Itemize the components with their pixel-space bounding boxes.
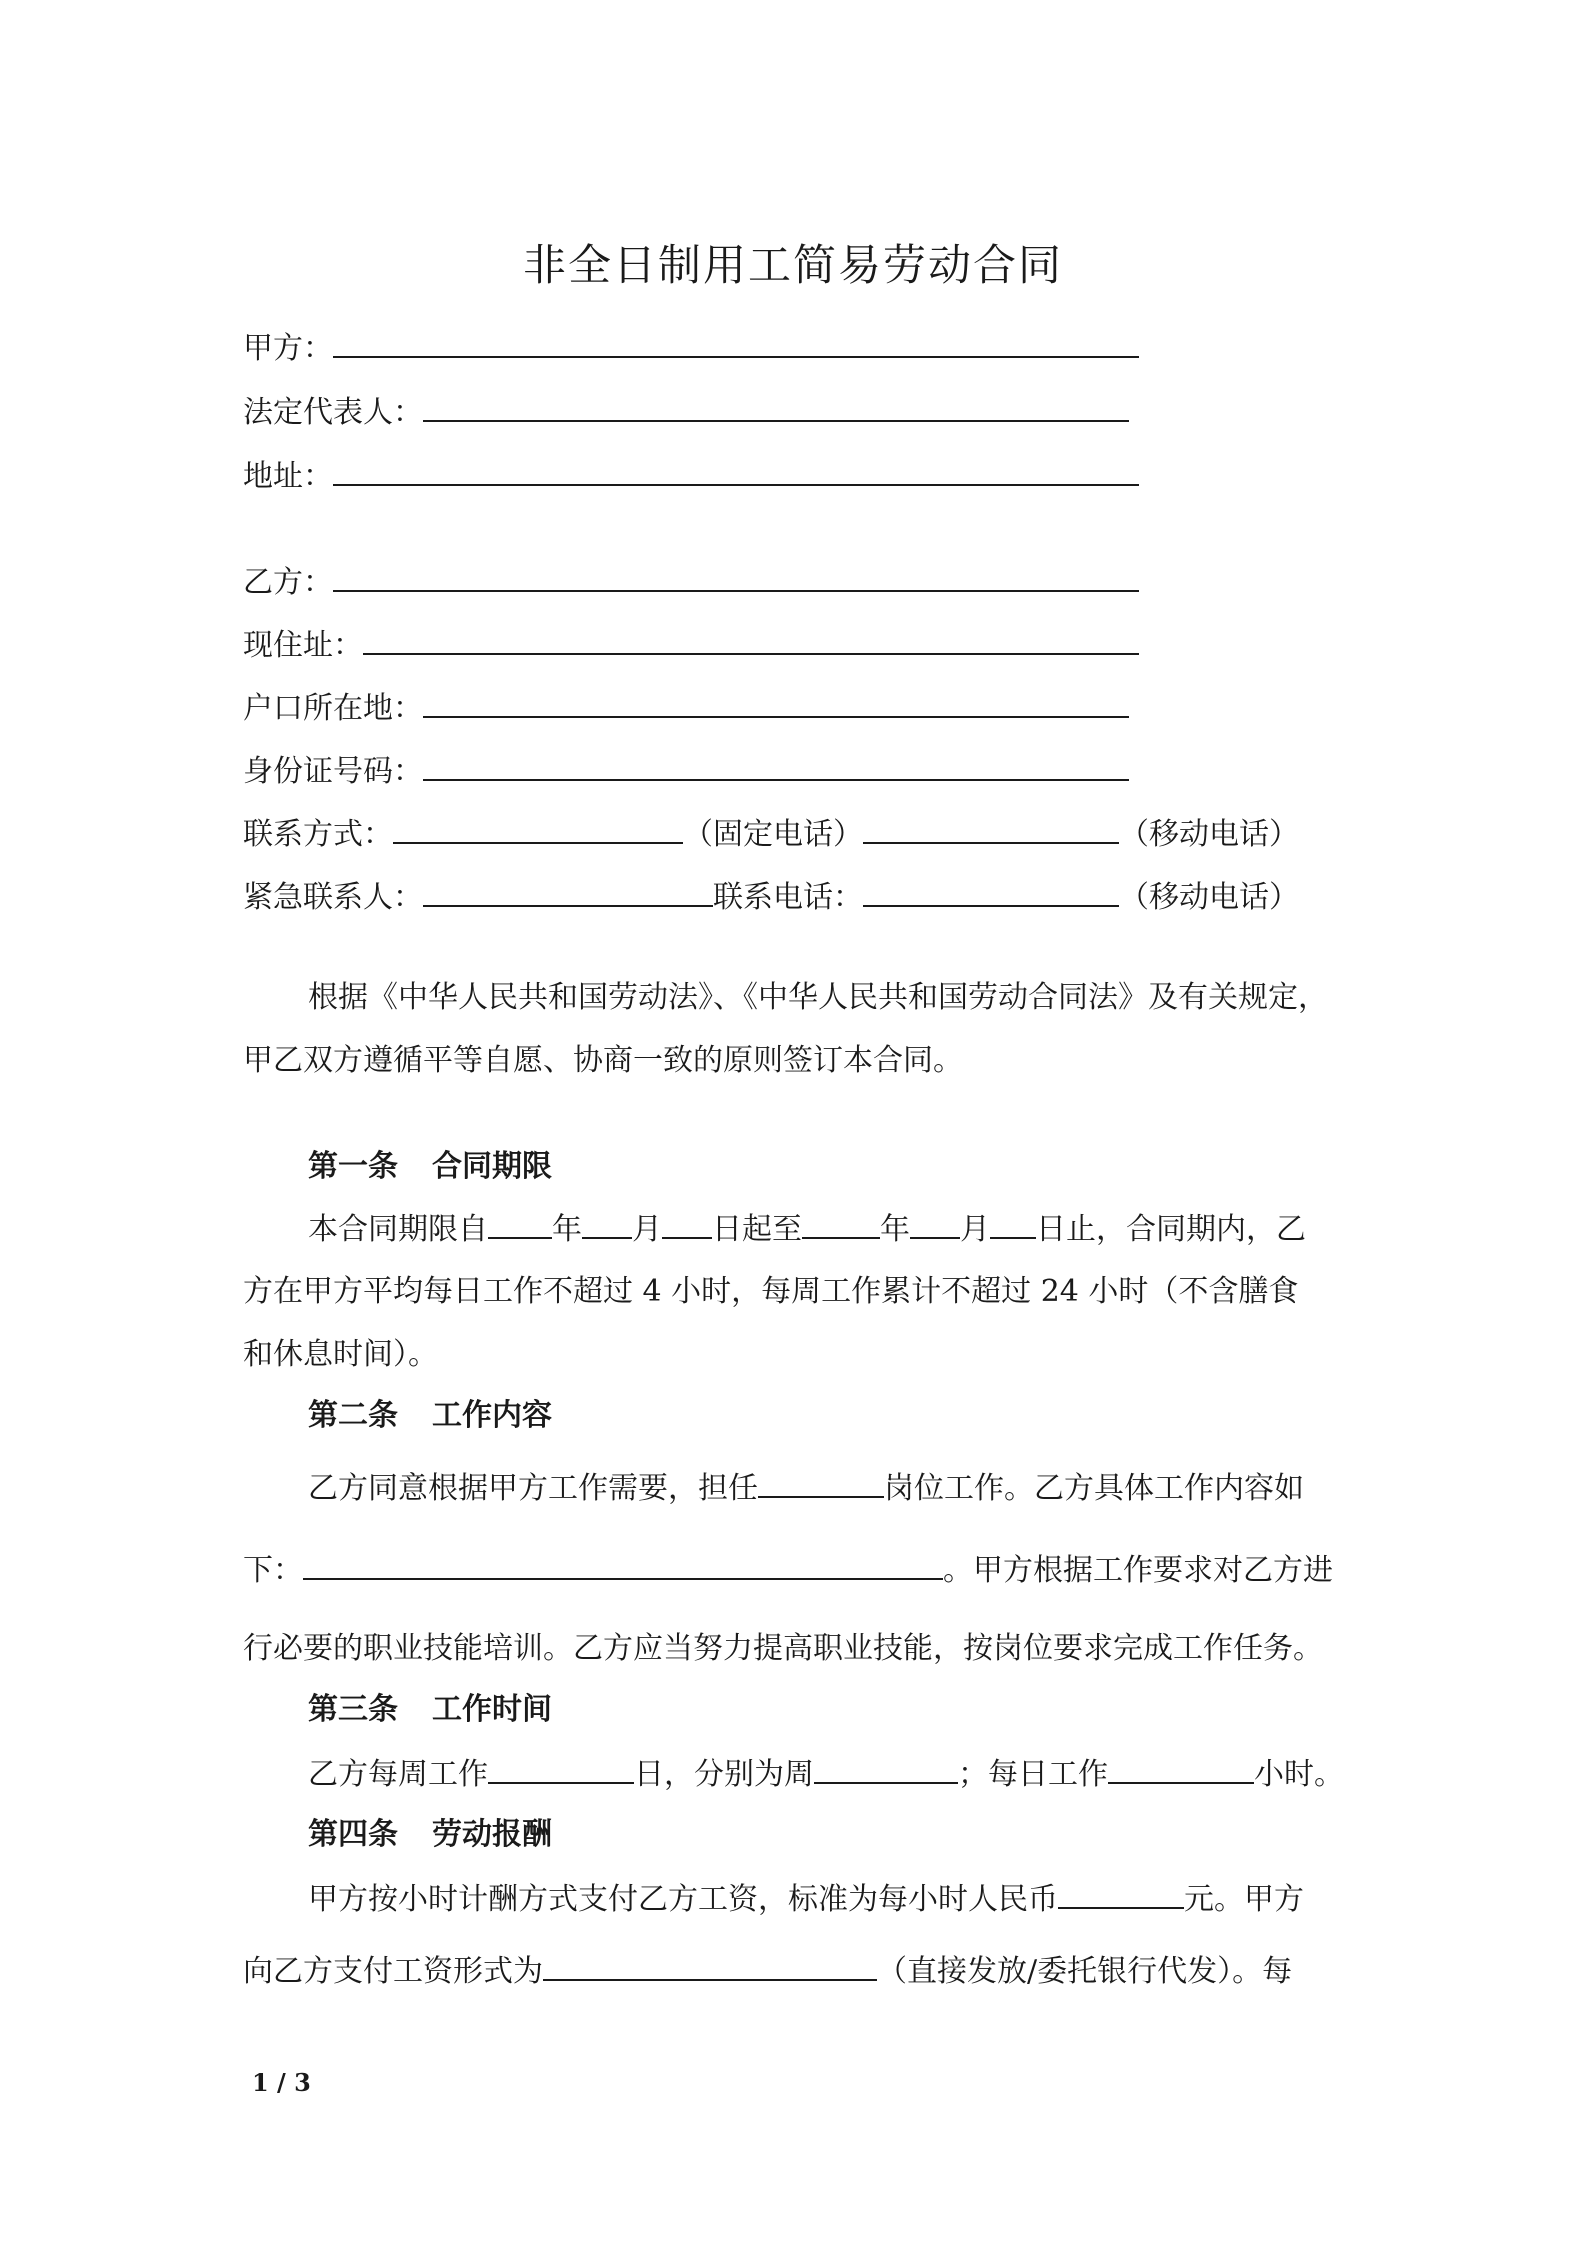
article-1-number: 第一条 (308, 1149, 398, 1184)
article-2-line-1 (308, 1466, 1304, 1511)
end-month-blank[interactable] (910, 1207, 960, 1239)
start-day-blank[interactable] (662, 1207, 712, 1239)
duty-detail-label: 下： (243, 1553, 303, 1588)
party-a-label: 甲方： (243, 331, 333, 366)
contact-row (243, 812, 1299, 857)
article-4-line-1 (308, 1877, 1304, 1922)
page-number: 1 / 3 (252, 2068, 311, 2097)
party-a-row (243, 326, 1139, 371)
day-to-label: 日止 (1036, 1212, 1096, 1247)
hukou-row (243, 686, 1129, 731)
article-1-line-3: 和休息时间）。 (243, 1337, 438, 1372)
party-b-blank[interactable] (333, 560, 1139, 592)
current-address-label: 现住址： (243, 628, 363, 663)
article-4-heading (308, 1813, 552, 1857)
emergency-phone-blank[interactable] (863, 875, 1119, 907)
hours-unit: 小时。 (1254, 1757, 1344, 1792)
legal-rep-label: 法定代表人： (243, 395, 423, 430)
duty-text-end: 岗位工作。乙方具体工作内容如 (884, 1471, 1304, 1506)
daily-hours-blank[interactable] (1108, 1752, 1254, 1784)
mobile-note: （移动电话） (1119, 817, 1299, 852)
start-year-blank[interactable] (488, 1207, 552, 1239)
currency-unit: 元。甲方 (1184, 1882, 1304, 1917)
day-from-label: 日起至 (712, 1212, 802, 1247)
document-title: 非全日制用工简易劳动合同 (523, 241, 1063, 291)
party-a-address-row (243, 454, 1139, 499)
party-b-row (243, 560, 1139, 605)
party-a-address-blank[interactable] (333, 454, 1139, 486)
term-text-end: ，合同期内，乙 (1096, 1212, 1306, 1247)
article-2-line-2 (243, 1548, 1333, 1593)
party-a-address-label: 地址： (243, 459, 333, 494)
emergency-contact-row (243, 875, 1299, 920)
article-1-title: 合同期限 (432, 1149, 552, 1184)
article-2-heading (308, 1394, 552, 1438)
article-4-number: 第四条 (308, 1817, 398, 1852)
hukou-label: 户口所在地： (243, 691, 423, 726)
weekdays-blank[interactable] (814, 1752, 958, 1784)
legal-rep-blank[interactable] (423, 390, 1129, 422)
party-b-label: 乙方： (243, 565, 333, 600)
id-number-label: 身份证号码： (243, 754, 423, 789)
month-label: 月 (632, 1212, 662, 1247)
preamble-line-2: 甲乙双方遵循平等自愿、协商一致的原则签订本合同。 (243, 1043, 963, 1078)
article-2-title: 工作内容 (432, 1398, 552, 1433)
emergency-contact-label: 紧急联系人： (243, 880, 423, 915)
current-address-blank[interactable] (363, 623, 1139, 655)
end-year-blank[interactable] (802, 1207, 880, 1239)
article-1-line-1 (308, 1207, 1306, 1252)
weekly-days-label: 乙方每周工作 (308, 1757, 488, 1792)
year-label: 年 (880, 1212, 910, 1247)
id-number-blank[interactable] (423, 749, 1129, 781)
duty-text-start: 乙方同意根据甲方工作需要，担任 (308, 1471, 758, 1506)
month-label: 月 (960, 1212, 990, 1247)
article-1-line-2: 方在甲方平均每日工作不超过 4 小时，每周工作累计不超过 24 小时（不含膳食 (243, 1274, 1299, 1309)
emergency-contact-blank[interactable] (423, 875, 713, 907)
article-4-title: 劳动报酬 (432, 1817, 552, 1852)
hourly-rate-blank[interactable] (1058, 1877, 1184, 1909)
emergency-phone-label: 联系电话： (713, 880, 863, 915)
hourly-rate-label: 甲方按小时计酬方式支付乙方工资，标准为每小时人民币 (308, 1882, 1058, 1917)
pay-form-label: 向乙方支付工资形式为 (243, 1954, 543, 1989)
emergency-mobile-note: （移动电话） (1119, 880, 1299, 915)
article-4-line-2 (243, 1949, 1292, 1994)
legal-rep-row (243, 390, 1129, 435)
pay-form-blank[interactable] (543, 1949, 877, 1981)
article-2-line-3: 行必要的职业技能培训。乙方应当努力提高职业技能，按岗位要求完成工作任务。 (243, 1631, 1323, 1666)
pay-form-options: （直接发放/委托银行代发）。每 (877, 1954, 1293, 1989)
duty-detail-blank[interactable] (303, 1548, 943, 1580)
landline-blank[interactable] (393, 812, 683, 844)
weekdays-label: 日，分别为周 (634, 1757, 814, 1792)
year-label: 年 (552, 1212, 582, 1247)
contact-label: 联系方式： (243, 817, 393, 852)
term-text-start: 本合同期限自 (308, 1212, 488, 1247)
landline-note: （固定电话） (683, 817, 863, 852)
hukou-blank[interactable] (423, 686, 1129, 718)
article-3-heading (308, 1688, 552, 1732)
party-a-blank[interactable] (333, 326, 1139, 358)
end-day-blank[interactable] (990, 1207, 1036, 1239)
start-month-blank[interactable] (582, 1207, 632, 1239)
daily-hours-label: ；每日工作 (958, 1757, 1108, 1792)
article-3-number: 第三条 (308, 1692, 398, 1727)
article-3-title: 工作时间 (432, 1692, 552, 1727)
id-number-row (243, 749, 1129, 794)
preamble-line-1: 根据《中华人民共和国劳动法》、《中华人民共和国劳动合同法》及有关规定， (308, 980, 1328, 1015)
mobile-blank[interactable] (863, 812, 1119, 844)
article-2-number: 第二条 (308, 1398, 398, 1433)
article-1-heading (308, 1145, 552, 1189)
article-3-line-1 (308, 1752, 1344, 1797)
current-address-row (243, 623, 1139, 668)
training-text: 。甲方根据工作要求对乙方进 (943, 1553, 1333, 1588)
weekly-days-blank[interactable] (488, 1752, 634, 1784)
position-blank[interactable] (758, 1466, 884, 1498)
